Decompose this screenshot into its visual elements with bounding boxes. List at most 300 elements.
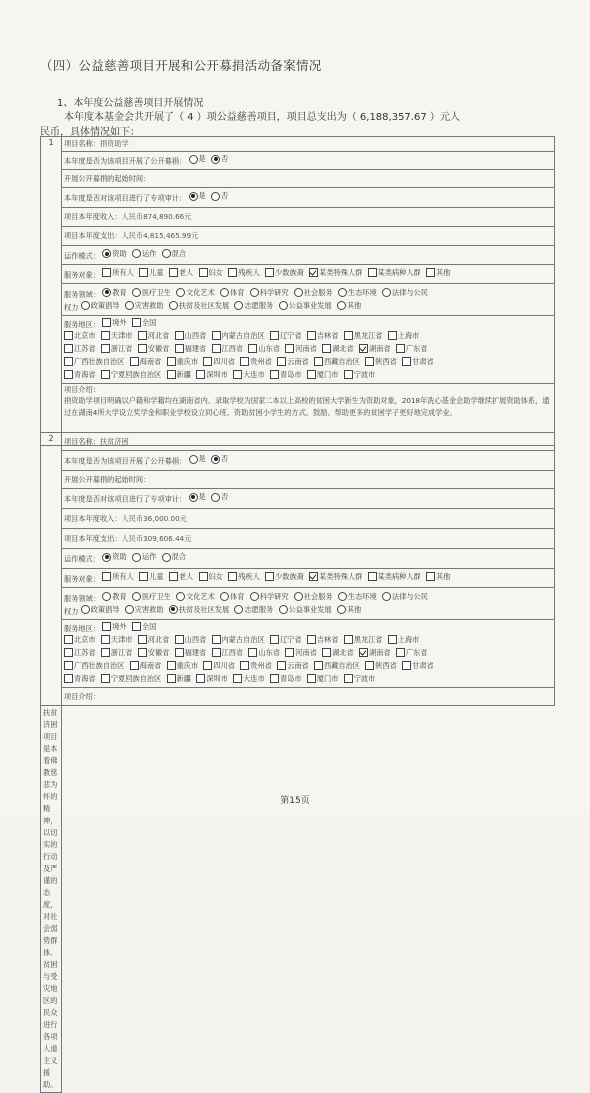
yes-label: 是 [198, 154, 206, 164]
region-option: 贵州省 [250, 661, 272, 670]
public-fundraising-label: 本年度是否为该项目开展了公开募捐： [64, 456, 187, 466]
checkbox[interactable] [365, 661, 374, 670]
field-option: 志愿服务 [244, 604, 274, 614]
radio-field[interactable] [279, 301, 288, 310]
field-option: 医疗卫生 [141, 591, 171, 601]
checkbox[interactable] [396, 648, 405, 657]
checkbox[interactable] [270, 331, 279, 340]
radio-mode-mixed[interactable] [162, 249, 171, 258]
region-option: 青岛市 [279, 674, 302, 683]
project-name-value: 捐资助学 [99, 139, 129, 148]
radio-field[interactable] [250, 288, 259, 297]
checkbox[interactable] [270, 370, 279, 379]
checkbox[interactable] [102, 622, 111, 631]
region-option: 黑龙江省 [353, 635, 383, 644]
checkbox[interactable] [368, 572, 377, 581]
checkbox[interactable] [388, 331, 397, 340]
field-option: 体育 [230, 287, 245, 297]
checkbox[interactable] [138, 648, 147, 657]
checkbox[interactable] [426, 572, 435, 581]
region-option: 浙江省 [110, 344, 133, 353]
project-name-label: 项目名称： [64, 139, 100, 148]
checkbox[interactable] [402, 661, 411, 670]
region-option: 吉林省 [316, 635, 339, 644]
field-option: 公益事业发展 [288, 300, 332, 310]
field-option: 法律与公民 [391, 287, 428, 297]
radio-field[interactable] [338, 288, 347, 297]
region-option: 吉林省 [316, 331, 339, 340]
checkbox-checked[interactable] [359, 648, 368, 657]
expense-value: 人民币309,606.44元 [121, 533, 192, 543]
region-option: 北京市 [74, 331, 96, 340]
checkbox[interactable] [167, 674, 176, 683]
region-option: 大连市 [243, 370, 265, 379]
field-option: 其他 [346, 604, 362, 614]
field-option: 社会服务 [303, 287, 333, 297]
region-option: 山西省 [184, 635, 207, 644]
region-option: 大连市 [243, 674, 265, 683]
field-option: 教育 [112, 591, 127, 601]
checkbox-checked[interactable] [309, 572, 318, 581]
region-option: 宁夏回族自治区 [110, 370, 162, 379]
region-option: 福建省 [184, 648, 207, 657]
target-label: 服务对象： [64, 270, 100, 280]
radio-field[interactable] [382, 288, 391, 297]
region-label: 服务地区： [64, 624, 100, 633]
region-option: 河北省 [147, 635, 170, 644]
field-option-tail: 权力 [64, 606, 79, 616]
region-option: 江苏省 [74, 344, 96, 353]
radio-field[interactable] [102, 592, 111, 601]
checkbox[interactable] [175, 331, 184, 340]
field-option: 其他 [346, 300, 362, 310]
fundraising-start-label: 开展公开募捐的起始时间： [64, 474, 151, 484]
checkbox[interactable] [212, 648, 221, 657]
checkbox[interactable] [285, 344, 294, 353]
checkbox[interactable] [169, 572, 178, 581]
no-label: 否 [221, 492, 229, 502]
region-option: 新疆 [176, 370, 191, 379]
radio-field[interactable] [279, 605, 288, 614]
region-option: 陕西省 [375, 661, 397, 670]
public-fundraising-label: 本年度是否为该项目开展了公开募捐： [64, 156, 187, 166]
checkbox[interactable] [175, 635, 184, 644]
checkbox[interactable] [322, 344, 331, 353]
radio-mode-mixed[interactable] [162, 553, 171, 562]
target-option: 某类病种人群 [377, 571, 421, 581]
radio-field[interactable] [132, 592, 141, 601]
checkbox[interactable] [368, 268, 377, 277]
radio-field[interactable] [338, 592, 347, 601]
no-label: 否 [221, 154, 229, 164]
checkbox[interactable] [270, 635, 279, 644]
region-option: 广东省 [405, 344, 428, 353]
region-option: 浙江省 [110, 648, 133, 657]
region-option: 河南省 [295, 344, 317, 353]
checkbox[interactable] [130, 357, 139, 366]
checkbox[interactable] [101, 344, 110, 353]
field-option: 扶贫及社区发展 [178, 300, 230, 310]
radio-field[interactable] [234, 301, 243, 310]
region-option: 青海省 [74, 674, 96, 683]
checkbox[interactable] [307, 635, 316, 644]
region-option: 四川省 [213, 357, 235, 366]
checkbox[interactable] [240, 357, 249, 366]
checkbox[interactable] [365, 357, 374, 366]
radio-yes-selected[interactable] [189, 493, 198, 502]
radio-field[interactable] [382, 592, 391, 601]
region-option: 深圳市 [206, 674, 228, 683]
radio-yes-selected[interactable] [189, 192, 198, 201]
region-option: 海南省 [139, 661, 162, 670]
checkbox[interactable] [64, 674, 73, 683]
audit-label: 本年度是否对该项目进行了专项审计： [64, 494, 187, 504]
checkbox[interactable] [101, 648, 110, 657]
target-option: 儿童 [149, 571, 164, 581]
checkbox[interactable] [203, 661, 212, 670]
mode-option: 混合 [171, 552, 187, 562]
checkbox[interactable] [139, 268, 148, 277]
region-option: 安徽省 [147, 344, 170, 353]
radio-mode-operate[interactable] [132, 553, 141, 562]
region-option: 新疆 [176, 674, 191, 683]
radio-mode-operate[interactable] [132, 249, 141, 258]
checkbox[interactable] [196, 674, 205, 683]
field-option: 医疗卫生 [141, 287, 171, 297]
checkbox[interactable] [101, 370, 110, 379]
target-label: 服务对象： [64, 574, 100, 584]
project-table-1 [40, 136, 555, 446]
checkbox[interactable] [285, 648, 294, 657]
region-option: 广西壮族自治区 [74, 661, 125, 670]
checkbox[interactable] [277, 661, 286, 670]
scope-option: 全国 [141, 622, 157, 631]
income-label: 项目本年度收入： [64, 212, 122, 221]
region-option: 上海市 [397, 635, 420, 644]
checkbox[interactable] [314, 661, 323, 670]
checkbox[interactable] [64, 648, 73, 657]
region-option: 湖南省 [369, 648, 391, 657]
field-label: 服务领域： [64, 593, 100, 603]
radio-field[interactable] [125, 605, 134, 614]
target-option: 少数族裔 [275, 571, 304, 581]
subsection-heading: 1、本年度公益慈善项目开展情况 [57, 98, 204, 109]
radio-field[interactable] [250, 592, 259, 601]
region-option: 重庆市 [176, 357, 199, 366]
region-option: 山东省 [258, 648, 280, 657]
radio-yes[interactable] [189, 455, 198, 464]
income-value: 人民币36,000.00元 [121, 513, 187, 523]
target-option: 某类特殊人群 [319, 267, 363, 277]
region-option: 江苏省 [74, 648, 96, 657]
region-row [62, 620, 555, 688]
region-option: 贵州省 [250, 357, 272, 366]
radio-no-selected[interactable] [211, 455, 220, 464]
mode-option: 资助 [112, 552, 127, 562]
expense-row [62, 227, 555, 246]
checkbox[interactable] [322, 648, 331, 657]
radio-no[interactable] [211, 493, 220, 502]
region-label: 服务地区： [64, 320, 100, 329]
radio-field[interactable] [294, 288, 303, 297]
checkbox[interactable] [344, 370, 353, 379]
yes-label: 是 [198, 454, 206, 464]
checkbox[interactable] [402, 357, 411, 366]
region-option: 广西壮族自治区 [74, 357, 125, 366]
region-option: 宁夏回族自治区 [110, 674, 162, 683]
checkbox[interactable] [270, 674, 279, 683]
checkbox[interactable] [233, 370, 242, 379]
checkbox-checked[interactable] [309, 268, 318, 277]
target-option: 其他 [436, 267, 451, 277]
checkbox[interactable] [307, 370, 316, 379]
checkbox[interactable] [314, 357, 323, 366]
radio-field[interactable] [337, 605, 346, 614]
checkbox[interactable] [167, 357, 176, 366]
checkbox[interactable] [102, 572, 111, 581]
project-name-value: 扶贫济困 [99, 436, 129, 446]
radio-field[interactable] [176, 288, 185, 297]
checkbox[interactable] [101, 635, 110, 644]
radio-no-selected[interactable] [211, 155, 220, 164]
target-option: 所有人 [112, 571, 134, 581]
radio-field[interactable] [125, 301, 134, 310]
target-option: 老人 [178, 571, 194, 581]
intro-text-line2: 民币，具体情况如下： [40, 127, 140, 138]
target-option: 妇女 [208, 571, 223, 581]
checkbox[interactable] [132, 622, 141, 631]
project-name-row [62, 433, 555, 451]
mode-label: 运作模式： [64, 251, 100, 261]
checkbox[interactable] [138, 331, 147, 340]
no-label: 否 [221, 454, 229, 464]
project-description: 扶贫济困项目是本着佛教慈悲为怀的精神，以切实的行动及严谨的态度，对社会弱势群体、贫困与受灾地区的民众进行各项人道主义援助。 [41, 706, 62, 1093]
region-option: 湖北省 [332, 648, 354, 657]
checkbox[interactable] [344, 635, 353, 644]
checkbox[interactable] [199, 572, 208, 581]
intro-label-row [62, 688, 555, 706]
checkbox[interactable] [64, 331, 73, 340]
radio-mode-grant-selected[interactable] [102, 249, 111, 258]
checkbox[interactable] [64, 344, 73, 353]
field-option: 扶贫及社区发展 [178, 604, 230, 614]
radio-field-selected[interactable] [169, 605, 178, 614]
checkbox[interactable] [212, 635, 221, 644]
checkbox[interactable] [102, 268, 111, 277]
region-option: 西藏自治区 [324, 357, 360, 366]
region-option: 厦门市 [316, 674, 339, 683]
checkbox[interactable] [212, 344, 221, 353]
region-option: 甘肃省 [412, 357, 434, 366]
checkbox[interactable] [233, 674, 242, 683]
target-option: 残疾人 [238, 571, 260, 581]
target-option: 某类病种人群 [377, 267, 421, 277]
intro-text-line1: 本年度本基金会共开展了（ 4 ）项公益慈善项目，项目总支出为（ 6,188,357.67 ）元人 [64, 112, 460, 123]
region-option: 福建省 [184, 344, 207, 353]
radio-field[interactable] [220, 592, 229, 601]
checkbox[interactable] [277, 357, 286, 366]
region-row [62, 316, 555, 384]
target-option: 所有人 [112, 267, 134, 277]
project-table-2 [40, 432, 555, 1093]
radio-field[interactable] [169, 301, 178, 310]
radio-field[interactable] [81, 301, 90, 310]
region-option: 甘肃省 [412, 661, 434, 670]
target-option: 其他 [436, 571, 451, 581]
project-number: 2 [41, 433, 62, 706]
radio-yes[interactable] [189, 155, 198, 164]
field-option: 灾害救助 [134, 300, 164, 310]
region-option: 辽宁省 [279, 635, 302, 644]
checkbox[interactable] [199, 268, 208, 277]
checkbox[interactable] [138, 635, 147, 644]
expense-value: 人民币4,815,465.99元 [121, 231, 199, 240]
field-option: 体育 [230, 591, 245, 601]
region-option: 天津市 [110, 635, 133, 644]
checkbox[interactable] [64, 357, 73, 366]
region-option: 江西省 [221, 648, 244, 657]
checkbox[interactable] [307, 331, 316, 340]
region-option: 内蒙古自治区 [221, 635, 265, 644]
checkbox[interactable] [196, 370, 205, 379]
region-option: 湖南省 [369, 344, 391, 353]
mode-label: 运作模式： [64, 554, 100, 564]
checkbox[interactable] [169, 268, 178, 277]
checkbox[interactable] [203, 357, 212, 366]
field-row [62, 284, 555, 316]
checkbox[interactable] [64, 635, 73, 644]
expense-label: 项目本年度支出： [64, 533, 122, 543]
radio-field[interactable] [337, 301, 346, 310]
audit-row [62, 188, 555, 208]
income-label: 项目本年度收入： [64, 513, 122, 523]
checkbox[interactable] [426, 268, 435, 277]
field-option: 科学研究 [259, 287, 289, 297]
field-option: 政策倡导 [90, 604, 120, 614]
region-option: 深圳市 [206, 370, 228, 379]
checkbox[interactable] [248, 648, 257, 657]
radio-no[interactable] [211, 192, 220, 201]
checkbox[interactable] [64, 661, 73, 670]
region-option: 内蒙古自治区 [221, 331, 265, 340]
region-option: 四川省 [213, 661, 235, 670]
checkbox[interactable] [64, 370, 73, 379]
yes-label: 是 [198, 492, 206, 502]
region-option: 陕西省 [375, 357, 397, 366]
region-option: 重庆市 [176, 661, 199, 670]
checkbox[interactable] [175, 344, 184, 353]
field-option: 社会服务 [303, 591, 333, 601]
checkbox[interactable] [248, 344, 257, 353]
target-row [62, 265, 555, 284]
radio-field[interactable] [220, 288, 229, 297]
income-value: 人民币874,890.66元 [121, 212, 192, 221]
target-row [62, 569, 555, 588]
radio-field[interactable] [132, 288, 141, 297]
checkbox[interactable] [138, 344, 147, 353]
field-option: 法律与公民 [391, 591, 428, 601]
region-option: 西藏自治区 [324, 661, 360, 670]
field-option: 文化艺术 [186, 287, 215, 297]
checkbox[interactable] [240, 661, 249, 670]
checkbox[interactable] [101, 674, 110, 683]
checkbox[interactable] [167, 661, 176, 670]
checkbox[interactable] [139, 572, 148, 581]
checkbox[interactable] [228, 268, 237, 277]
checkbox[interactable] [344, 674, 353, 683]
mode-option: 资助 [112, 248, 127, 258]
checkbox[interactable] [265, 268, 274, 277]
public-fundraising-row [62, 152, 555, 170]
checkbox[interactable] [132, 318, 141, 327]
fundraising-start-label: 开展公开募捐的起始时间： [64, 173, 151, 183]
region-option: 厦门市 [316, 370, 339, 379]
checkbox[interactable] [175, 648, 184, 657]
radio-mode-grant-selected[interactable] [102, 553, 111, 562]
mode-option: 运作 [141, 248, 157, 258]
region-option: 青岛市 [279, 370, 302, 379]
audit-row [62, 489, 555, 509]
region-option: 海南省 [139, 357, 162, 366]
target-option: 少数族裔 [275, 267, 304, 277]
project-description: 捐资助学项目明确以户籍和学籍均在湖南省内、录取学校为国家二本以上高校的贫困大学新生为资助对象，2018年洗心基金会助学继续扩展资助体系，通过在湖南4所大学设立奖学金和职业学校设立同心班、资助贫困小学生的方式，鼓励、帮助更多的贫困学子更好地完成学业。 [64, 396, 550, 417]
mode-row [62, 549, 555, 569]
region-option: 宁波市 [353, 370, 376, 379]
checkbox[interactable] [167, 370, 176, 379]
field-option: 科学研究 [259, 591, 289, 601]
radio-field[interactable] [294, 592, 303, 601]
checkbox[interactable] [228, 572, 237, 581]
income-row [62, 208, 555, 227]
intro-label: 项目介绍： [64, 385, 100, 394]
scope-option: 全国 [141, 318, 157, 327]
field-option: 灾害救助 [134, 604, 164, 614]
region-option: 天津市 [110, 331, 133, 340]
region-option: 安徽省 [147, 648, 170, 657]
fundraising-start-row [62, 170, 555, 188]
checkbox[interactable] [344, 331, 353, 340]
project-number: 1 [41, 137, 62, 446]
checkbox-checked[interactable] [359, 344, 368, 353]
checkbox[interactable] [388, 635, 397, 644]
region-option: 江西省 [221, 344, 244, 353]
radio-field[interactable] [234, 605, 243, 614]
region-option: 辽宁省 [279, 331, 302, 340]
checkbox[interactable] [307, 674, 316, 683]
section-heading: （四）公益慈善项目开展和公开募捐活动备案情况 [40, 58, 322, 73]
region-option: 湖北省 [332, 344, 354, 353]
checkbox[interactable] [265, 572, 274, 581]
radio-field-selected[interactable] [102, 288, 111, 297]
checkbox[interactable] [101, 331, 110, 340]
income-row [62, 509, 555, 529]
checkbox[interactable] [130, 661, 139, 670]
radio-field[interactable] [176, 592, 185, 601]
page-number: 第15页 [280, 796, 310, 806]
yes-label: 是 [198, 191, 206, 201]
checkbox[interactable] [212, 331, 221, 340]
checkbox[interactable] [396, 344, 405, 353]
scope-option: 境外 [112, 318, 127, 327]
field-option: 教育 [112, 287, 127, 297]
intro-label: 项目介绍： [64, 691, 100, 701]
region-option: 山东省 [258, 344, 280, 353]
region-option: 宁波市 [353, 674, 376, 683]
field-row [62, 588, 555, 620]
scope-option: 境外 [112, 622, 127, 631]
checkbox[interactable] [102, 318, 111, 327]
radio-field[interactable] [81, 605, 90, 614]
